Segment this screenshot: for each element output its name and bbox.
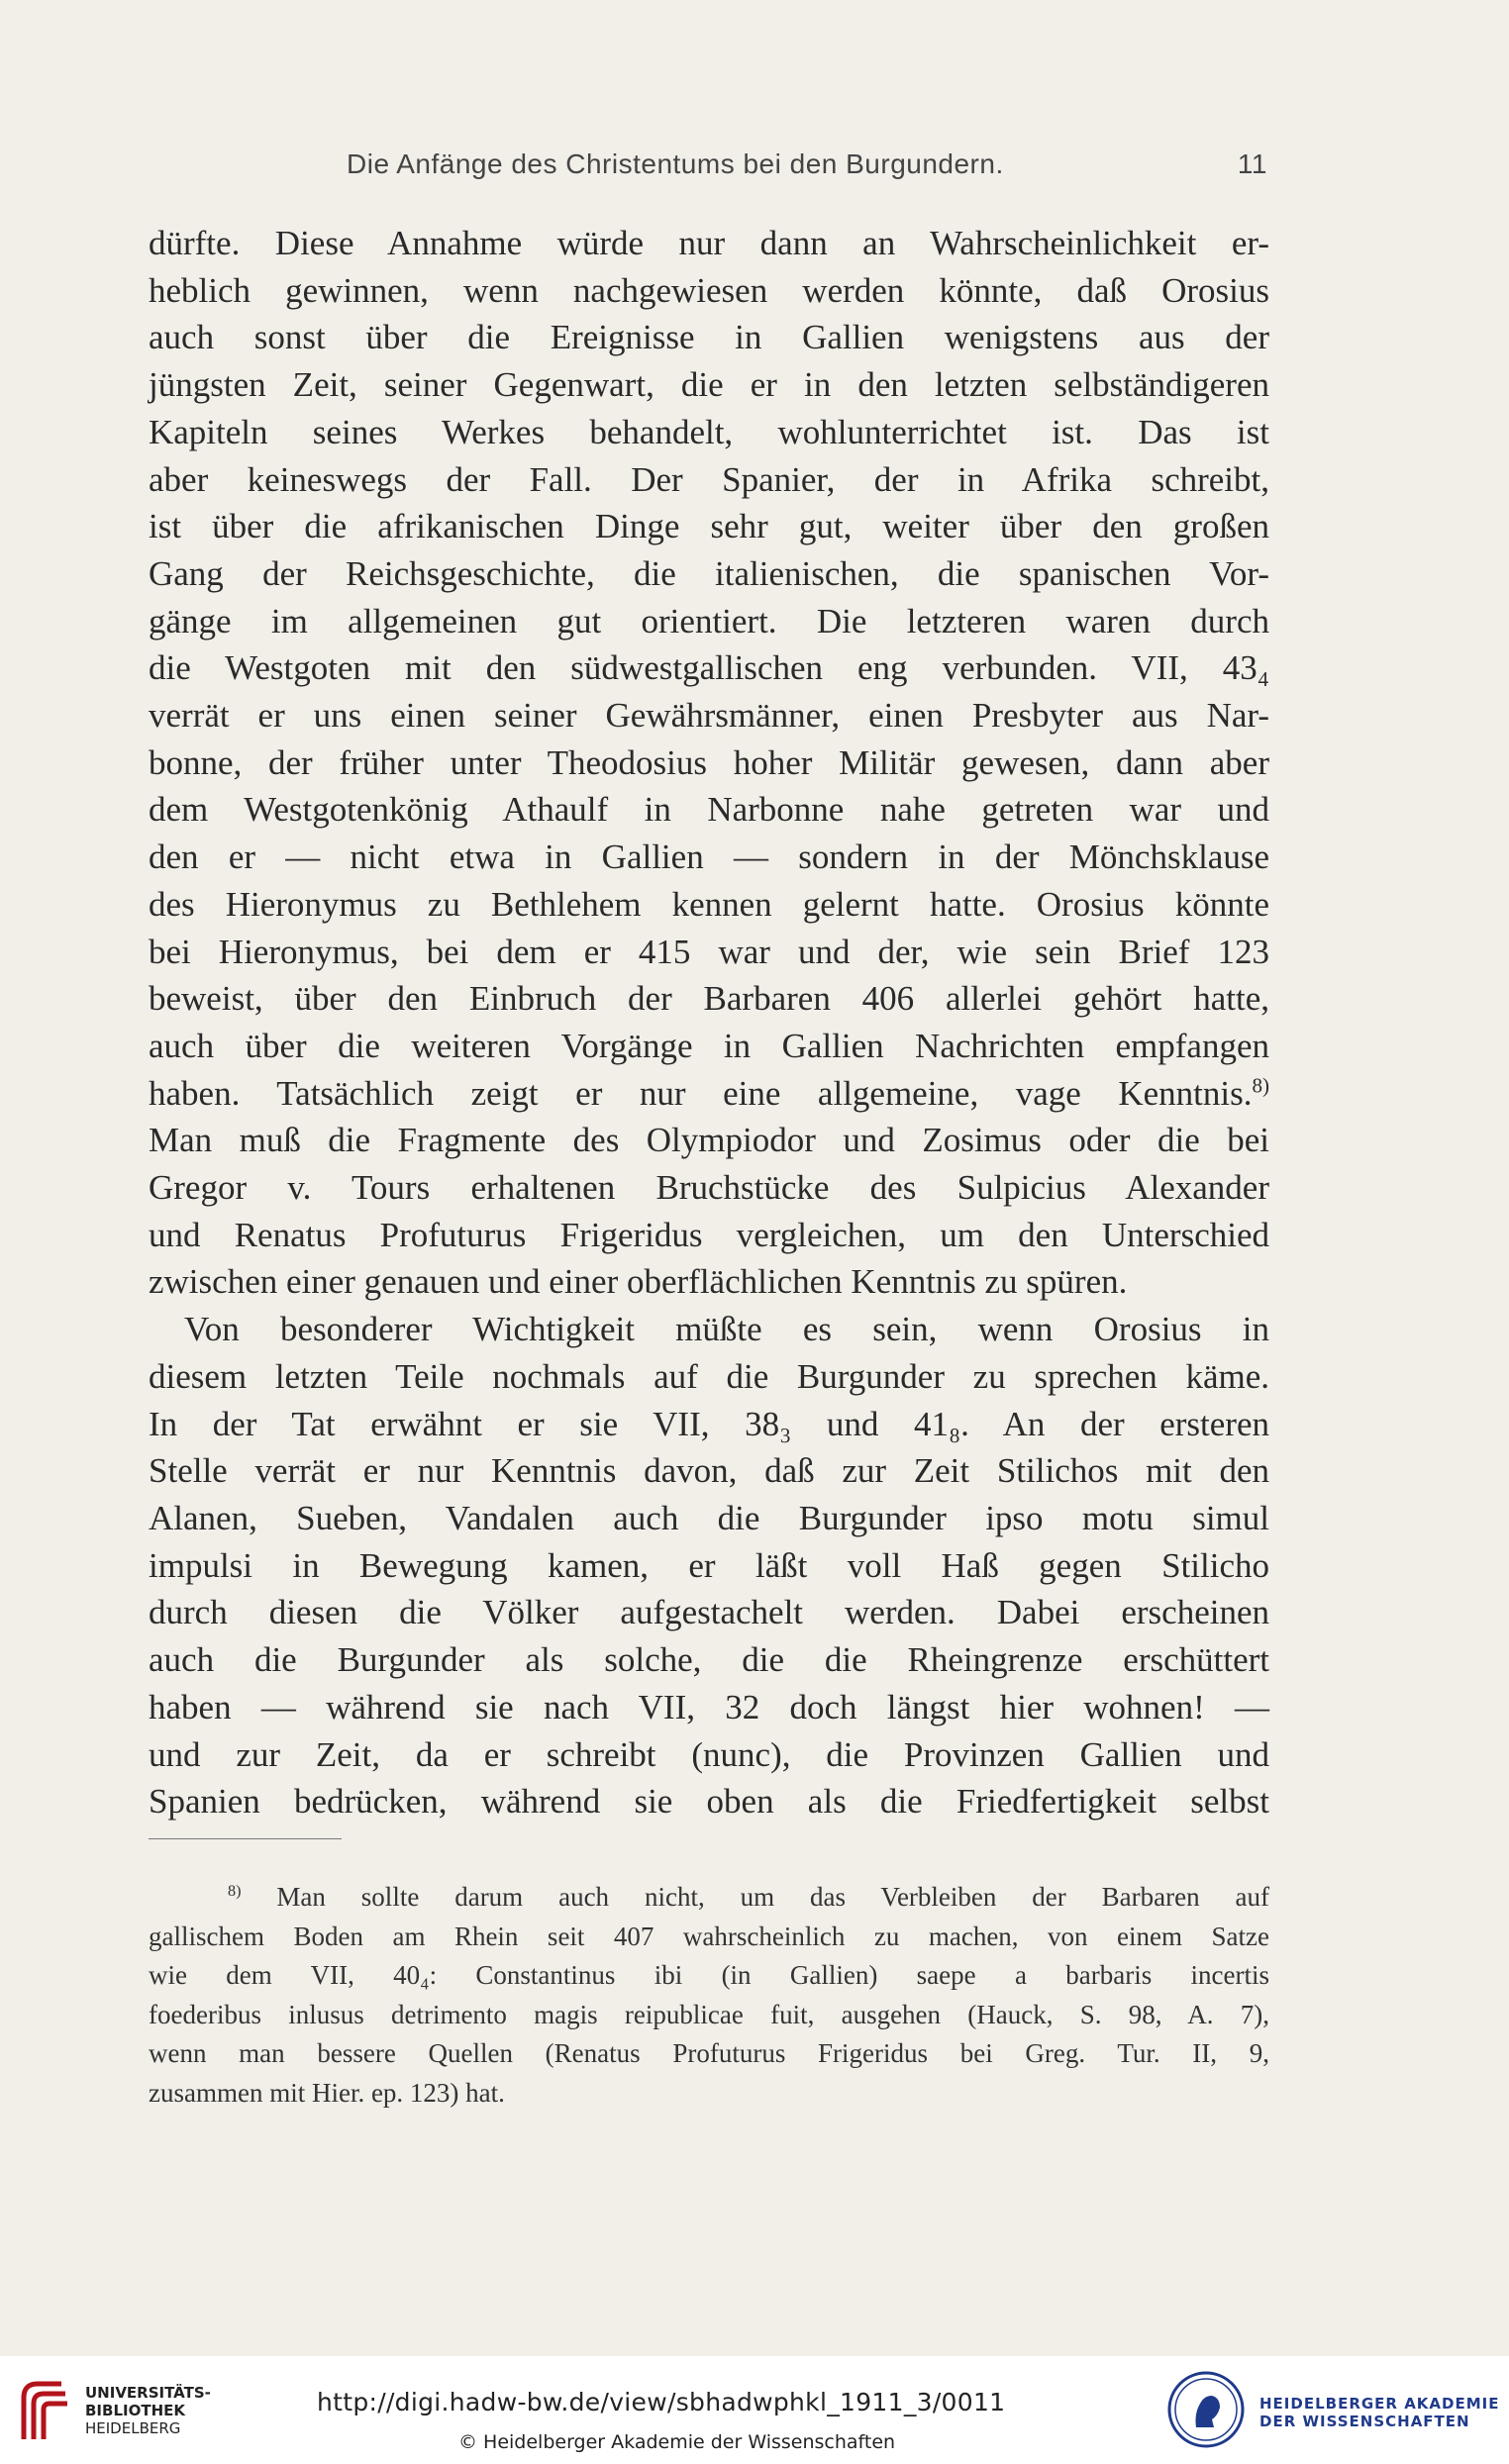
footnote-line: zusammen mit Hier. ep. 123) hat.: [149, 2077, 505, 2108]
text-line: Alanen, Sueben, Vandalen auch die Burgunder ipso motu simul: [149, 1498, 1269, 1537]
text-line: bei Hieronymus, bei dem er 415 war und der, wie sein Brief 123: [149, 932, 1269, 971]
academy-seal-icon: [1166, 2370, 1246, 2449]
text-line: Gang der Reichsgeschichte, die italienischen, die spanischen Vor-: [149, 553, 1269, 593]
text-line: verrät er uns einen seiner Gewährsmänner, einen Presbyter aus Nar-: [149, 696, 1269, 736]
footnotes: [149, 1878, 1269, 2113]
footnote-line: wenn man bessere Quellen (Renatus Profuturus Frigeridus bei Greg. Tur. II, 9,: [149, 2038, 1269, 2068]
text-line: durch diesen die Völker aufgestachelt werden. Dabei erscheinen: [149, 1593, 1269, 1632]
text-line: Man muß die Fragmente des Olympiodor und Zosimus oder die bei: [149, 1121, 1269, 1160]
page-number: 11: [1237, 148, 1267, 179]
body-text: [149, 220, 1269, 1825]
library-name: [85, 2384, 211, 2437]
text-line: dem Westgotenkönig Athaulf in Narbonne nahe getreten war und: [149, 790, 1269, 830]
copyright-notice: © Heidelberger Akademie der Wissenschaften: [458, 2431, 896, 2453]
footnote-line: [149, 1878, 1269, 1918]
text-line: Kapiteln seines Werkes behandelt, wohlunterrichtet ist. Das ist: [149, 412, 1269, 451]
library-name-line: UNIVERSITÄTS-: [85, 2384, 211, 2402]
text-line: heblich gewinnen, wenn nachgewiesen werden könnte, daß Orosius: [149, 270, 1269, 310]
footnote-line: foederibus inlusus detrimento magis reipublicae fuit, ausgehen (Hauck, S. 98, A. 7),: [149, 1999, 1269, 2029]
text-line: impulsi in Bewegung kamen, er läßt voll Haß gegen Stilicho: [149, 1545, 1269, 1585]
text-line: jüngsten Zeit, seiner Gegenwart, die er in den letzten selbständigeren: [149, 365, 1269, 405]
text-line: auch die Burgunder als solche, die die Rheingrenze erschüttert: [149, 1640, 1269, 1680]
footnote-marker: 8): [228, 1882, 242, 1900]
library-logo-icon: [16, 2376, 71, 2445]
academy-name-line: DER WISSENSCHAFTEN: [1259, 2413, 1470, 2430]
text-line: und Renatus Profuturus Frigeridus vergleichen, um den Unterschied: [149, 1215, 1269, 1254]
text-line: und zur Zeit, da er schreibt (nunc), die Provinzen Gallien und: [149, 1734, 1269, 1774]
text-line: die Westgoten mit den südwestgallischen eng verbunden. VII, 43₄: [149, 648, 1269, 688]
text-line: ist über die afrikanischen Dinge sehr gut, weiter über den großen: [149, 507, 1269, 546]
text-line: aber keineswegs der Fall. Der Spanier, der in Afrika schreibt,: [149, 459, 1269, 499]
text-line: des Hieronymus zu Bethlehem kennen gelernt hatte. Orosius könnte: [149, 884, 1269, 924]
library-name-line: BIBLIOTHEK: [85, 2402, 185, 2419]
footnote-line: wie dem VII, 40₄: Constantinus ibi (in Gallien) saepe a barbaris incertis: [149, 1960, 1269, 1990]
footnote-reference: 8): [1252, 1073, 1269, 1097]
text-line-with-footnote-ref: [149, 1070, 1269, 1118]
text-line: Stelle verrät er nur Kenntnis davon, daß zur Zeit Stilichos mit den: [149, 1451, 1269, 1491]
text-line: Spanien bedrücken, während sie oben als die Friedfertigkeit selbst: [149, 1782, 1269, 1822]
academy-name: [1259, 2395, 1500, 2430]
text-line: haben — während sie nach VII, 32 doch längst hier wohnen! —: [149, 1687, 1269, 1726]
viewer-footer: [0, 2356, 1509, 2464]
footnote-divider: [149, 1838, 342, 1839]
running-title: Die Anfänge des Christentums bei den Burgundern.: [347, 148, 1004, 179]
text-line: auch über die weiteren Vorgänge in Gallien Nachrichten empfangen: [149, 1026, 1269, 1065]
text-line: gänge im allgemeinen gut orientiert. Die letzteren waren durch: [149, 601, 1269, 641]
text-line: bonne, der früher unter Theodosius hoher Militär gewesen, dann aber: [149, 742, 1269, 782]
text-line: zwischen einer genauen und einer oberflächlichen Kenntnis zu spüren.: [149, 1262, 1128, 1302]
text-line: auch sonst über die Ereignisse in Gallien wenigstens aus der: [149, 318, 1269, 357]
text-line-content: haben. Tatsächlich zeigt er nur eine allgemeine, vage Kenntnis.: [149, 1073, 1253, 1113]
text-line: Von besonderer Wichtigkeit müßte es sein, wenn Orosius in: [184, 1310, 1269, 1349]
footnote-line: gallischem Boden am Rhein seit 407 wahrscheinlich zu machen, von einem Satze: [149, 1921, 1269, 1951]
library-name-line: HEIDELBERG: [85, 2419, 181, 2437]
text-line: beweist, über den Einbruch der Barbaren 406 allerlei gehört hatte,: [149, 979, 1269, 1019]
text-line: Gregor v. Tours erhaltenen Bruchstücke des Sulpicius Alexander: [149, 1168, 1269, 1208]
text-line: diesem letzten Teile nochmals auf die Burgunder zu sprechen käme.: [149, 1356, 1269, 1396]
footnote-text: Man sollte darum auch nicht, um das Verbleiben der Barbaren auf: [276, 1882, 1270, 1912]
text-line: den er — nicht etwa in Gallien — sondern in der Mönchsklause: [149, 838, 1269, 877]
text-line: In der Tat erwähnt er sie VII, 38₃ und 41₈. An der ersteren: [149, 1404, 1269, 1443]
text-line: dürfte. Diese Annahme würde nur dann an Wahrscheinlichkeit er-: [149, 224, 1269, 262]
permalink-url[interactable]: http://digi.hadw-bw.de/view/sbhadwphkl_1911_3/0011: [317, 2388, 1006, 2416]
academy-name-line: HEIDELBERGER AKADEMIE: [1259, 2395, 1500, 2413]
